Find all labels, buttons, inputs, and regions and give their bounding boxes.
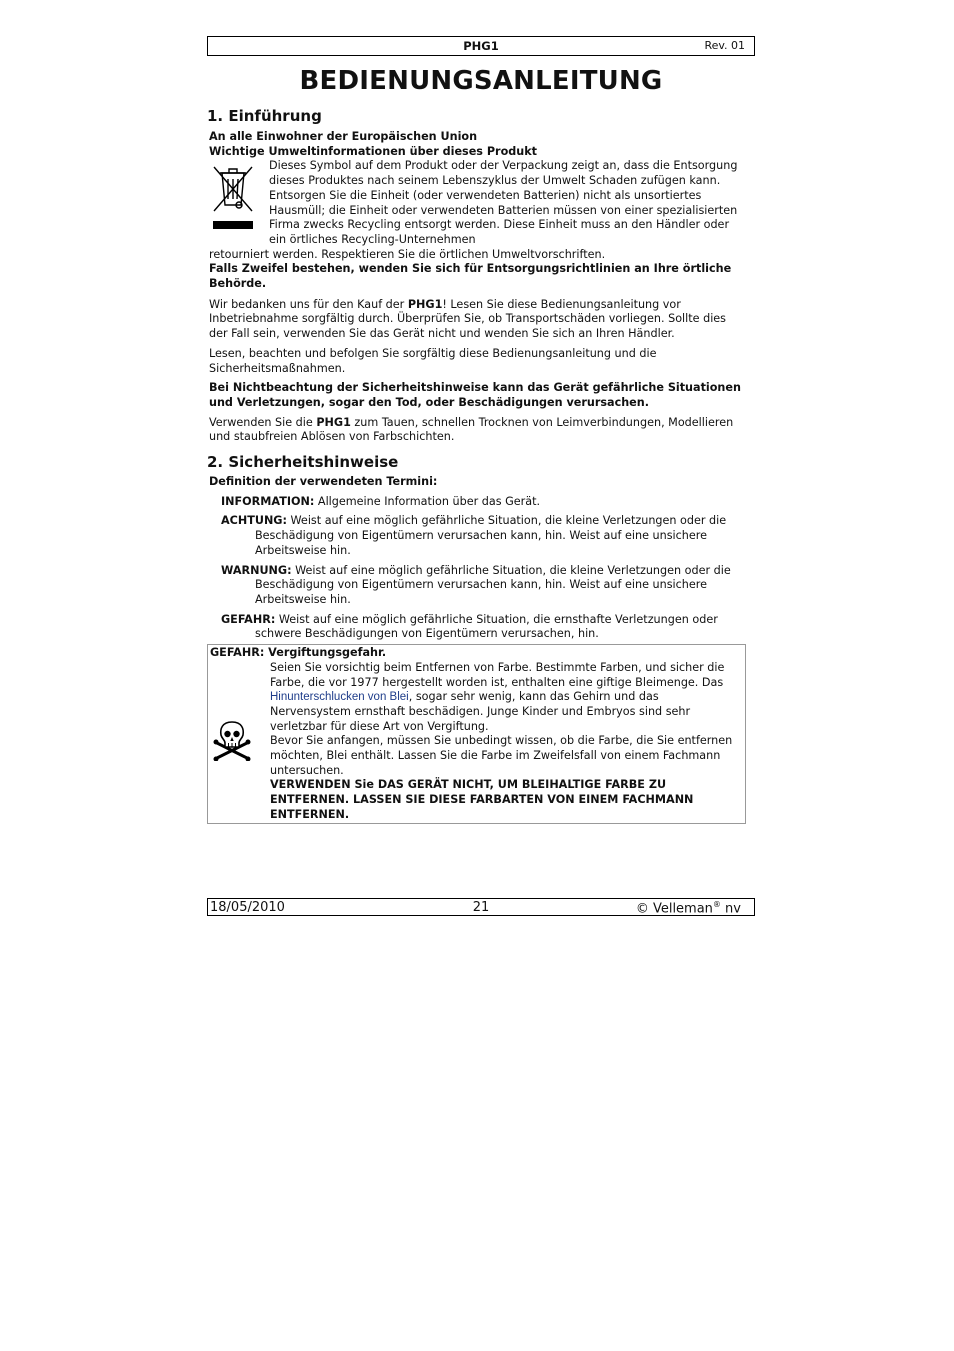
term-achtung: ACHTUNG: Weist auf eine möglich gefährliche Situation, die kleine Verletzungen oder die Beschädigung von Eigentümern verursachen kann, hin. Weist auf eine unsichere Arbeitsweise hin.	[221, 514, 727, 557]
disposal-doubt-note: Falls Zweifel bestehen, wenden Sie sich für Entsorgungsrichtlinien an Ihre örtliche Behörde.	[209, 262, 732, 291]
lead-ingestion-link: Hinunterschlucken von Blei	[270, 691, 409, 704]
safety-warning-paragraph: Bei Nichtbeachtung der Sicherheitshinweise kann das Gerät gefährliche Situationen und Verletzungen, sogar den Tod, oder Beschädigungen verursachen.	[209, 381, 741, 409]
term-warnung: WARNUNG: Weist auf eine möglich gefährliche Situation, die kleine Verletzungen oder die Beschädigung von Eigentümern verursachen kann, hin. Weist auf eine unsichere Arbeitsweise hin.	[221, 563, 731, 606]
crossed-out-wheelie-bin-icon	[210, 161, 256, 231]
header-model: PHG1	[463, 39, 499, 53]
lead-hazard-paragraph: Seien Sie vorsichtig beim Entfernen von Farbe. Bestimmte Farben, und sicher die Farbe, die vor 1977 hergestellt worden ist, enthalten eine giftige Bleimenge. Das Hinunterschlucken von Blei, sogar sehr wenig, kann das Gehirn und das Nervensystem ernsthaft beschädigen. Junge Kinder und Embryos sind sehr verletzbar für diese Art von Vergiftung.	[270, 660, 725, 733]
eu-line-1: An alle Einwohner der Europäischen Union	[209, 130, 478, 143]
footer-page-number: 21	[472, 900, 490, 915]
weee-notice	[209, 159, 747, 247]
skull-crossbones-icon	[212, 719, 252, 761]
terms-definition-heading: Definition der verwendeten Termini:	[209, 475, 438, 489]
eu-line-2: Wichtige Umweltinformationen über dieses Produkt	[209, 144, 538, 158]
thanks-paragraph: Wir bedanken uns für den Kauf der PHG1! Lesen Sie diese Bedienungsanleitung vor Inbetriebnahme sorgfältig durch. Überprüfen Sie, ob Transportschäden vorliegen. Sollte dies der Fall sein, verwenden Sie das Gerät nicht und wenden Sie sich an Ihren Händler.	[209, 297, 727, 341]
danger-box-title: GEFAHR: Vergiftungsgefahr.	[210, 646, 387, 660]
term-gefahr: GEFAHR: Weist auf eine möglich gefährliche Situation, die ernsthafte Verletzungen oder schwere Beschädigungen von Eigentümern verursachen, hin.	[221, 612, 718, 641]
read-instructions-paragraph: Lesen, beachten und befolgen Sie sorgfältig diese Bedienungsanleitung und die Sicherheitsmaßnahmen.	[209, 346, 657, 375]
introduction-content	[207, 130, 755, 445]
check-paint-paragraph: Bevor Sie anfangen, müssen Sie unbedingt wissen, ob die Farbe, die Sie entfernen möchten, Blei enthält. Lassen Sie die Farbe im Zweifelsfall von einem Fachmann untersuchen.	[270, 734, 733, 777]
weee-text-continued: retourniert werden. Respektieren Sie die örtlichen Umweltvorschriften.	[209, 247, 606, 261]
intended-use-paragraph: Verwenden Sie die PHG1 zum Tauen, schnellen Trocknen von Leimverbindungen, Modellieren und staubfreien Ablösen von Farbschichten.	[209, 415, 734, 444]
page-footer	[207, 898, 755, 916]
term-information: INFORMATION: Allgemeine Information über das Gerät.	[221, 494, 541, 508]
page-header	[207, 36, 755, 56]
document-title: BEDIENUNGSANLEITUNG	[299, 66, 663, 96]
footer-copyright: © Velleman® nv	[635, 900, 741, 917]
danger-box-body	[210, 661, 745, 823]
terms-list	[209, 495, 747, 642]
manual-page	[207, 36, 755, 824]
header-revision: Rev. 01	[704, 39, 745, 52]
weee-text: Dieses Symbol auf dem Produkt oder der Verpackung zeigt an, dass die Entsorgung dieses Produktes nach seinem Lebenszyklus der Umwelt Schaden zufügen kann. Entsorgen Sie die Einheit (oder verwendeten Batterien) nicht als unsortiertes Hausmüll; die Einheit oder verwendeten Batterien müssen von einer spezialisierten Firma zwecks Recycling entsorgt werden. Diese Einheit muss an den Händler oder ein örtliches Recycling-Unternehmen	[269, 159, 738, 246]
section-heading-introduction: 1. Einführung	[207, 107, 322, 125]
do-not-use-warning: VERWENDEN Sie DAS GERÄT NICHT, UM BLEIHALTIGE FARBE ZU ENTFERNEN. LASSEN SIE DIESE FARBARTEN VON EINEM FACHMANN ENTFERNEN.	[270, 778, 694, 821]
section-heading-safety: 2. Sicherheitshinweise	[207, 453, 399, 472]
footer-date: 18/05/2010	[210, 900, 285, 915]
safety-content	[207, 475, 755, 642]
poisoning-danger-box	[207, 644, 746, 823]
